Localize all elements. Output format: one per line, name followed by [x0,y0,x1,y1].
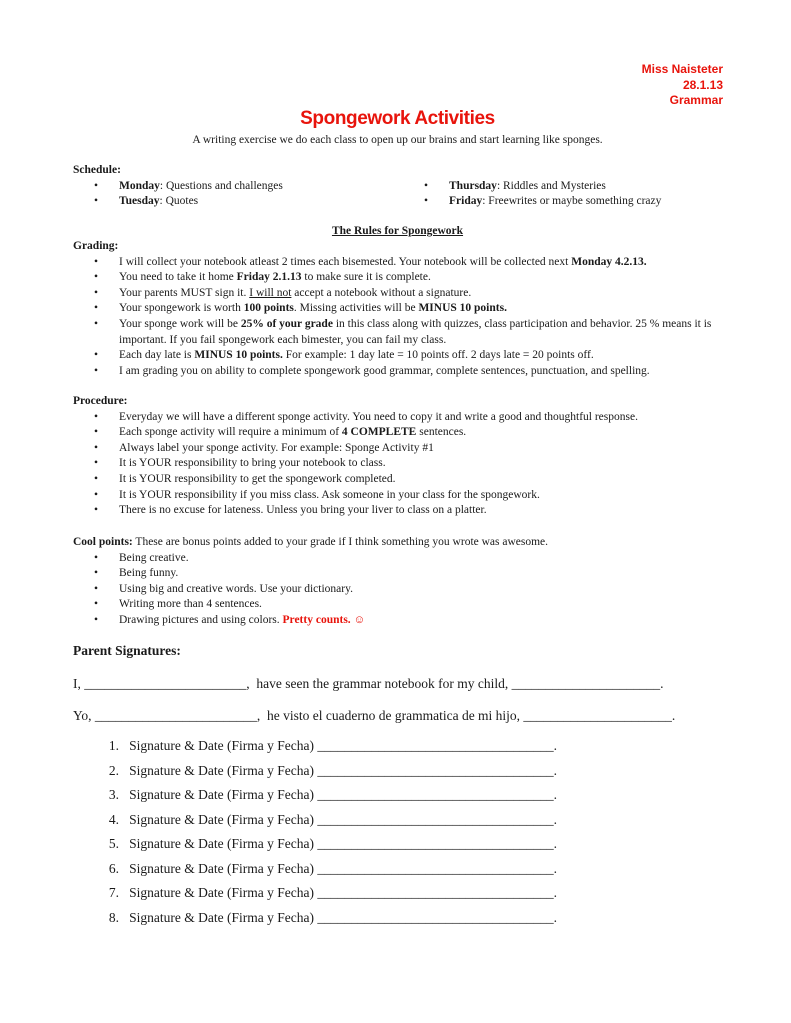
cool-points-intro: Cool points: These are bonus points added to your grade if I think something you wrote was awesome. [73,536,549,548]
grading-item: • Your sponge work will be 25% of your grade in this class along with quizzes, class participation and behavior. 25 % means it is important. If you fail spongework each bimester, you can fail my class. [73,317,733,348]
signature-row: 6. Signature & Date (Firma y Fecha) ___________________________________. [108,860,557,876]
signatures-heading: Parent Signatures: [73,643,181,658]
cool-points-list [73,551,733,629]
teacher-name: Miss Naisteter [641,62,723,76]
pretty-counts-note: Pretty counts. ☺ [282,613,366,626]
procedure-item: • Always label your sponge activity. For example: Sponge Activity #1 [73,441,733,457]
procedure-item: • It is YOUR responsibility to get the spongework completed. [73,472,733,488]
schedule-right-list [403,179,733,210]
procedure-item: • Everyday we will have a different sponge activity. You need to copy it and write a good and thoughtful response. [73,410,733,426]
cool-points-section [73,535,733,629]
rules-title: The Rules for Spongework [331,225,464,237]
grading-item: • Each day late is MINUS 10 points. For example: 1 day late = 10 points off. 2 days late = 20 points off. [73,348,733,364]
grading-item: • I will collect your notebook atleast 2 times each bisemested. Your notebook will be collected next Monday 4.2.13. [73,255,733,271]
schedule-left-list [73,179,403,210]
cool-points-item: • Writing more than 4 sentences. [73,597,733,613]
grading-item: • Your parents MUST sign it. I will not accept a notebook without a signature. [73,286,733,302]
signature-row: 1. Signature & Date (Firma y Fecha) ___________________________________. [108,738,557,753]
grading-list [73,255,733,380]
schedule-item: • Thursday: Riddles and Mysteries [403,179,733,195]
grading-section [73,239,733,379]
procedure-section [73,394,733,519]
grading-heading: Grading: [73,240,119,252]
cool-points-item: • Drawing pictures and using colors. Pretty counts. ☺ [73,613,733,629]
english-signature-line: I, ________________________, have seen the grammar notebook for my child, ______________________. [73,676,664,691]
page-title: Spongework Activities [300,108,495,129]
procedure-item: • Each sponge activity will require a minimum of 4 COMPLETE sentences. [73,425,733,441]
schedule-heading: Schedule: [73,164,121,176]
signature-row: 3. Signature & Date (Firma y Fecha) ___________________________________. [108,787,557,802]
procedure-item: • It is YOUR responsibility if you miss class. Ask someone in your class for the spongework. [73,488,733,504]
procedure-item: • There is no excuse for lateness. Unless you bring your liver to class on a platter. [73,503,733,519]
header-subject: Grammar [669,93,723,107]
schedule-item: • Monday: Questions and challenges [73,179,403,195]
procedure-item: • It is YOUR responsibility to bring your notebook to class. [73,456,733,472]
signature-row: 8. Signature & Date (Firma y Fecha) ___________________________________. [108,909,557,925]
schedule-item: • Tuesday: Quotes [73,194,403,210]
procedure-heading: Procedure: [73,395,128,407]
signature-row: 5. Signature & Date (Firma y Fecha) ___________________________________. [108,836,557,851]
signature-row: 2. Signature & Date (Firma y Fecha) ___________________________________. [108,762,557,778]
grading-item: • I am grading you on ability to complete spongework good grammar, complete sentences, punctuation, and spelling. [73,364,733,380]
signature-list [73,738,557,934]
page-subtitle: A writing exercise we do each class to open up our brains and start learning like sponges. [192,134,603,146]
signature-row: 4. Signature & Date (Firma y Fecha) ___________________________________. [108,811,557,827]
grading-item: • Your spongework is worth 100 points. Missing activities will be MINUS 10 points. [73,301,733,317]
signature-row: 7. Signature & Date (Firma y Fecha) ___________________________________. [108,885,557,900]
spanish-signature-line: Yo, ________________________, he visto el cuaderno de grammatica de mi hijo, ______________________. [73,708,676,723]
header-info [642,62,723,109]
cool-points-item: • Being creative. [73,551,733,567]
header-date: 28.1.13 [682,77,723,92]
schedule-section [73,163,733,210]
schedule-item: • Friday: Freewrites or maybe something crazy [403,194,733,210]
cool-points-item: • Being funny. [73,566,733,582]
grading-item: • You need to take it home Friday 2.1.13 to make sure it is complete. [73,270,733,286]
cool-points-item: • Using big and creative words. Use your dictionary. [73,582,733,598]
procedure-list [73,410,733,519]
